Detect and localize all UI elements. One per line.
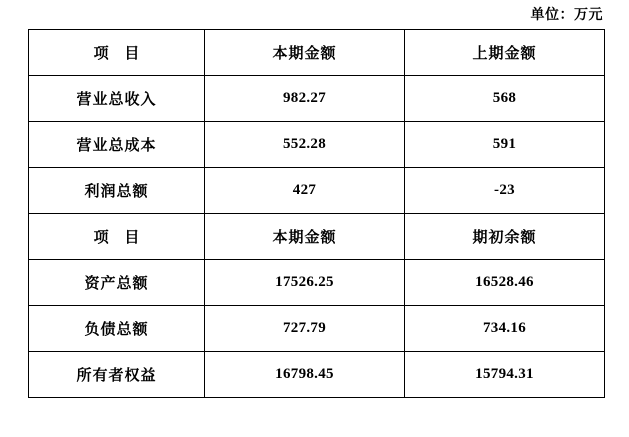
row-value-prior: 568 [405,76,605,122]
row-value-opening: 15794.31 [405,352,605,398]
header-cell-current-period: 本期金额 [205,30,405,76]
row-label: 营业总成本 [29,122,205,168]
row-label: 资产总额 [29,260,205,306]
row-label: 营业总收入 [29,76,205,122]
financial-summary-table [28,29,605,398]
header-cell-item: 项 目 [29,214,205,260]
row-value-current: 982.27 [205,76,405,122]
row-value-opening: 16528.46 [405,260,605,306]
table-row [29,306,605,352]
header-cell-prior-period: 上期金额 [405,30,605,76]
row-value-current: 17526.25 [205,260,405,306]
table-row [29,260,605,306]
row-value-current: 727.79 [205,306,405,352]
table-row [29,168,605,214]
header-cell-item: 项 目 [29,30,205,76]
unit-note: 单位：万元 [530,8,603,23]
row-value-current: 427 [205,168,405,214]
row-value-current: 16798.45 [205,352,405,398]
row-value-prior: 591 [405,122,605,168]
row-label: 所有者权益 [29,352,205,398]
table-header-row [29,214,605,260]
row-value-prior: -23 [405,168,605,214]
row-value-opening: 734.16 [405,306,605,352]
table-row [29,76,605,122]
header-cell-opening-balance: 期初余额 [405,214,605,260]
header-cell-current-period: 本期金额 [205,214,405,260]
table-row [29,352,605,398]
table-row [29,122,605,168]
row-label: 负债总额 [29,306,205,352]
row-label: 利润总额 [29,168,205,214]
table-header-row [29,30,605,76]
row-value-current: 552.28 [205,122,405,168]
